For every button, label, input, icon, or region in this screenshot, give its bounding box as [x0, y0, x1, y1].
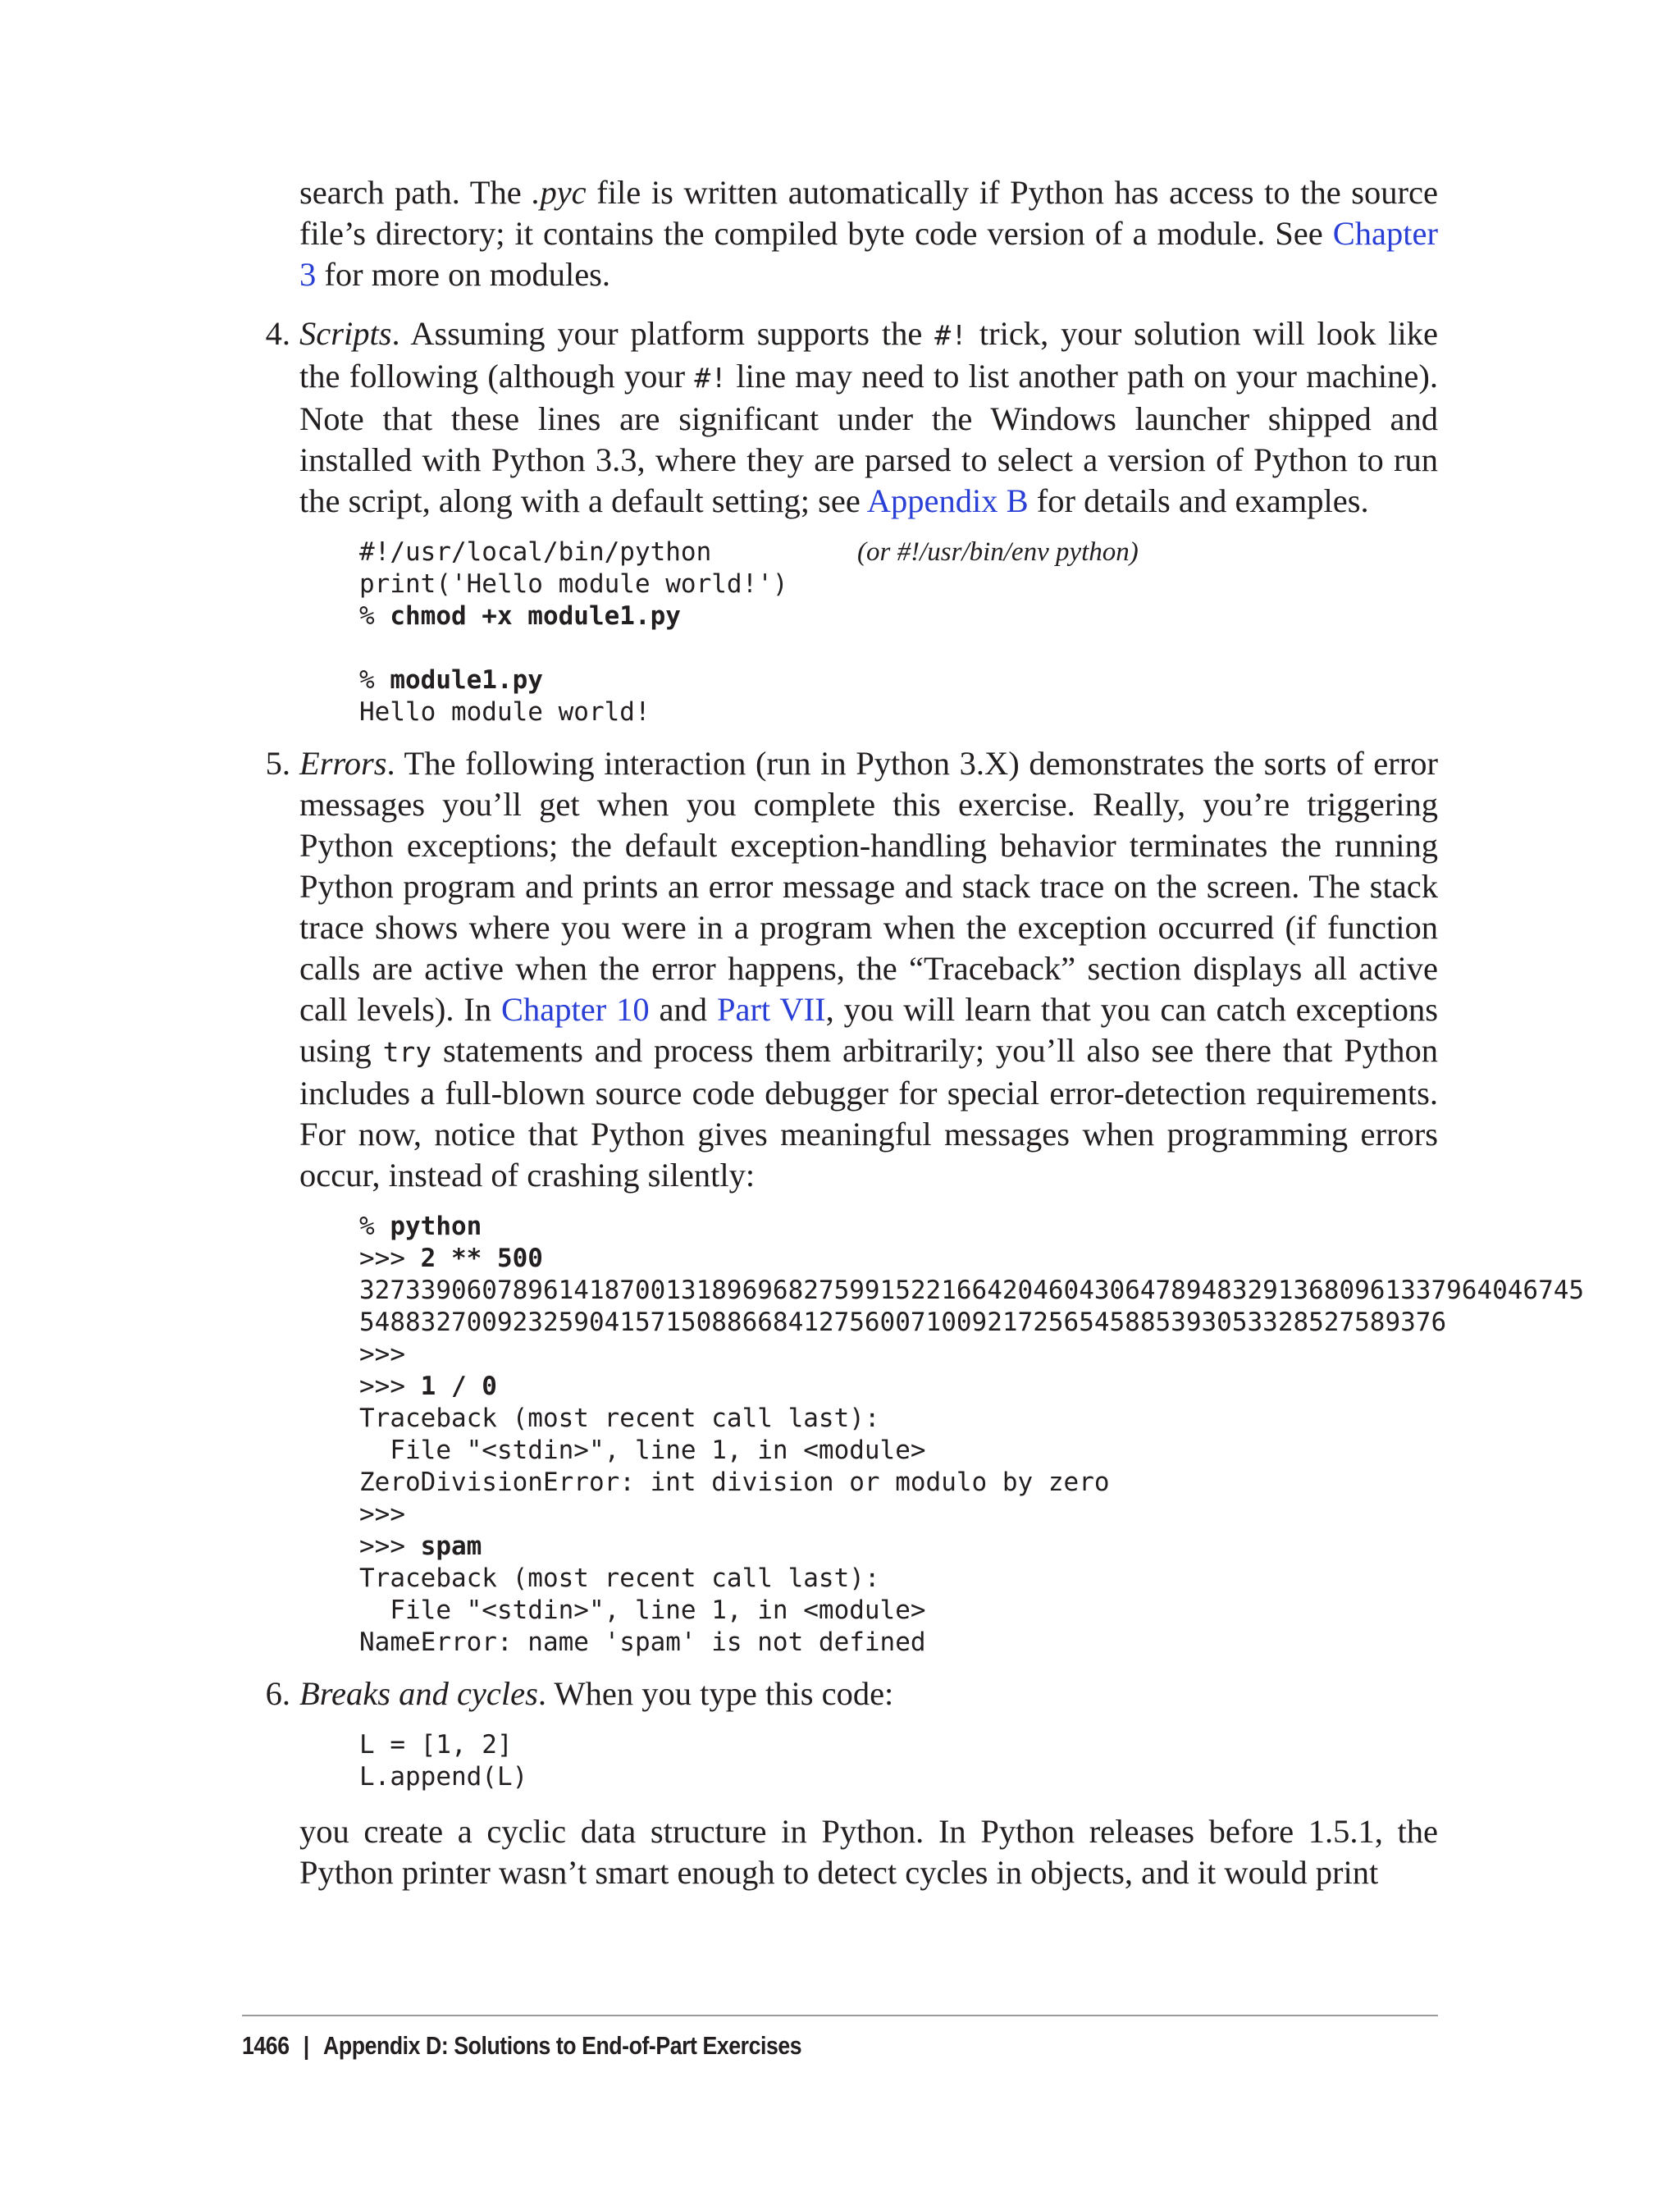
text-run: search path. The	[299, 174, 532, 211]
footer-rule	[242, 2015, 1438, 2016]
appendix-b-link[interactable]: Appendix B	[866, 482, 1029, 519]
item-number: 5.	[265, 745, 290, 782]
inline-code: try	[382, 1036, 432, 1068]
code-line: % module1.py	[359, 665, 543, 695]
footer-separator: |	[303, 2031, 309, 2060]
code-line: >>> spam	[359, 1532, 482, 1561]
code-block-scripts	[359, 536, 1438, 728]
code-line: Traceback (most recent call last):	[359, 1564, 880, 1593]
code-line: 32733906078961418700131896968275991522166420460430647894832913680961337964046745	[359, 1276, 1585, 1305]
code-line: print('Hello module world!')	[359, 569, 788, 599]
text-run: . The following interaction (run in Python 3.X) demonstrates the sorts of error messages you’ll get when you complete this exercise. Really, you’re triggering Python exceptions; the default exception-handling behavior terminates the running Python program and prints an error message and stack trace on the screen. The stack trace shows where you were in a program when the exception occurred (if function calls are active when the error happens, the “Traceback” section displays all active call levels). In	[299, 745, 1438, 1028]
code-line: #!/usr/local/bin/python	[359, 537, 712, 567]
chapter-3-link[interactable]: Chapter 3	[299, 215, 1438, 293]
code-line: >>> 2 ** 500	[359, 1244, 543, 1273]
text-run: , you will learn that you can catch exceptions using	[299, 991, 1438, 1069]
chapter-10-link[interactable]: Chapter 10	[501, 991, 650, 1028]
item-6-continuation	[299, 1811, 1438, 1893]
code-line: >>> 1 / 0	[359, 1372, 497, 1401]
text-run: and	[649, 991, 717, 1028]
code-line: L = [1, 2]	[359, 1730, 513, 1760]
code-line: File "<stdin>", line 1, in <module>	[359, 1596, 926, 1625]
text-run: line may need to list another path on your machine). Note that these lines are significant under the Windows launcher shipped and installed with Python 3.3, where they are parsed to select a version of Python to run the script, along with a default setting; see	[299, 358, 1438, 519]
text-run: you create a cyclic data structure in Python. In Python releases before 1.5.1, the Python printer wasn’t smart enough to detect cycles in objects, and it would print	[299, 1813, 1438, 1891]
code-block-errors	[359, 1211, 1585, 1659]
page-number: 1466	[242, 2031, 290, 2060]
inline-code: #!	[694, 362, 728, 394]
code-comment: (or #!/usr/bin/env python)	[857, 537, 1139, 567]
item-title: Errors	[299, 745, 387, 782]
code-line: % python	[359, 1212, 482, 1241]
inline-code: #!	[934, 319, 968, 351]
running-footer-title: Appendix D: Solutions to End-of-Part Exercises	[323, 2031, 802, 2060]
exercise-item-5	[265, 743, 1585, 1659]
item-5-text	[299, 743, 1438, 1196]
exercise-item-4	[265, 313, 1438, 728]
item-6-text	[299, 1673, 1438, 1714]
code-block-cycles	[359, 1729, 1438, 1793]
text-run: . When you type this code:	[537, 1675, 894, 1712]
item-title: Breaks and cycles	[299, 1675, 538, 1712]
item-4-text	[299, 313, 1438, 522]
item-number: 4.	[265, 315, 290, 352]
exercise-item-6	[265, 1673, 1438, 1893]
text-run: file is written automatically if Python has access to the source file’s directory; it contains the compiled byte code version of a module. See	[299, 174, 1438, 252]
text-run: statements and process them arbitrarily; you’ll also see there that Python includes a full-blown source code debugger for special error-detection requirements. For now, notice that Python gives meaningful messages when programming errors occur, instead of crashing silently:	[299, 1032, 1438, 1194]
code-line: Traceback (most recent call last):	[359, 1404, 880, 1433]
text-run: for details and examples.	[1028, 482, 1369, 519]
text-run: . Assuming your platform supports the	[391, 315, 935, 352]
text-run: trick, your solution will look like the following (although your	[299, 315, 1438, 395]
code-line-blank	[359, 632, 1438, 664]
code-line: Hello module world!	[359, 697, 651, 727]
item-title: Scripts	[299, 315, 392, 352]
code-line: ZeroDivisionError: int division or modulo by zero	[359, 1468, 1110, 1497]
page-content	[265, 172, 1585, 1893]
part-vii-link[interactable]: Part VII	[716, 991, 826, 1028]
paragraph-continued	[299, 172, 1438, 295]
code-line: L.append(L)	[359, 1762, 528, 1792]
code-line: % chmod +x module1.py	[359, 601, 681, 631]
item-number: 6.	[265, 1675, 290, 1712]
pyc-term: .pyc	[532, 174, 587, 211]
code-line: >>>	[359, 1340, 405, 1369]
code-line: NameError: name 'spam' is not defined	[359, 1628, 926, 1657]
code-line: 5488327009232590415715088668412756007100921725654588539305332852758937​6	[359, 1308, 1447, 1337]
text-run: for more on modules.	[316, 256, 611, 293]
page-footer	[242, 2031, 801, 2061]
code-line: File "<stdin>", line 1, in <module>	[359, 1436, 926, 1465]
code-line: >>>	[359, 1500, 405, 1529]
